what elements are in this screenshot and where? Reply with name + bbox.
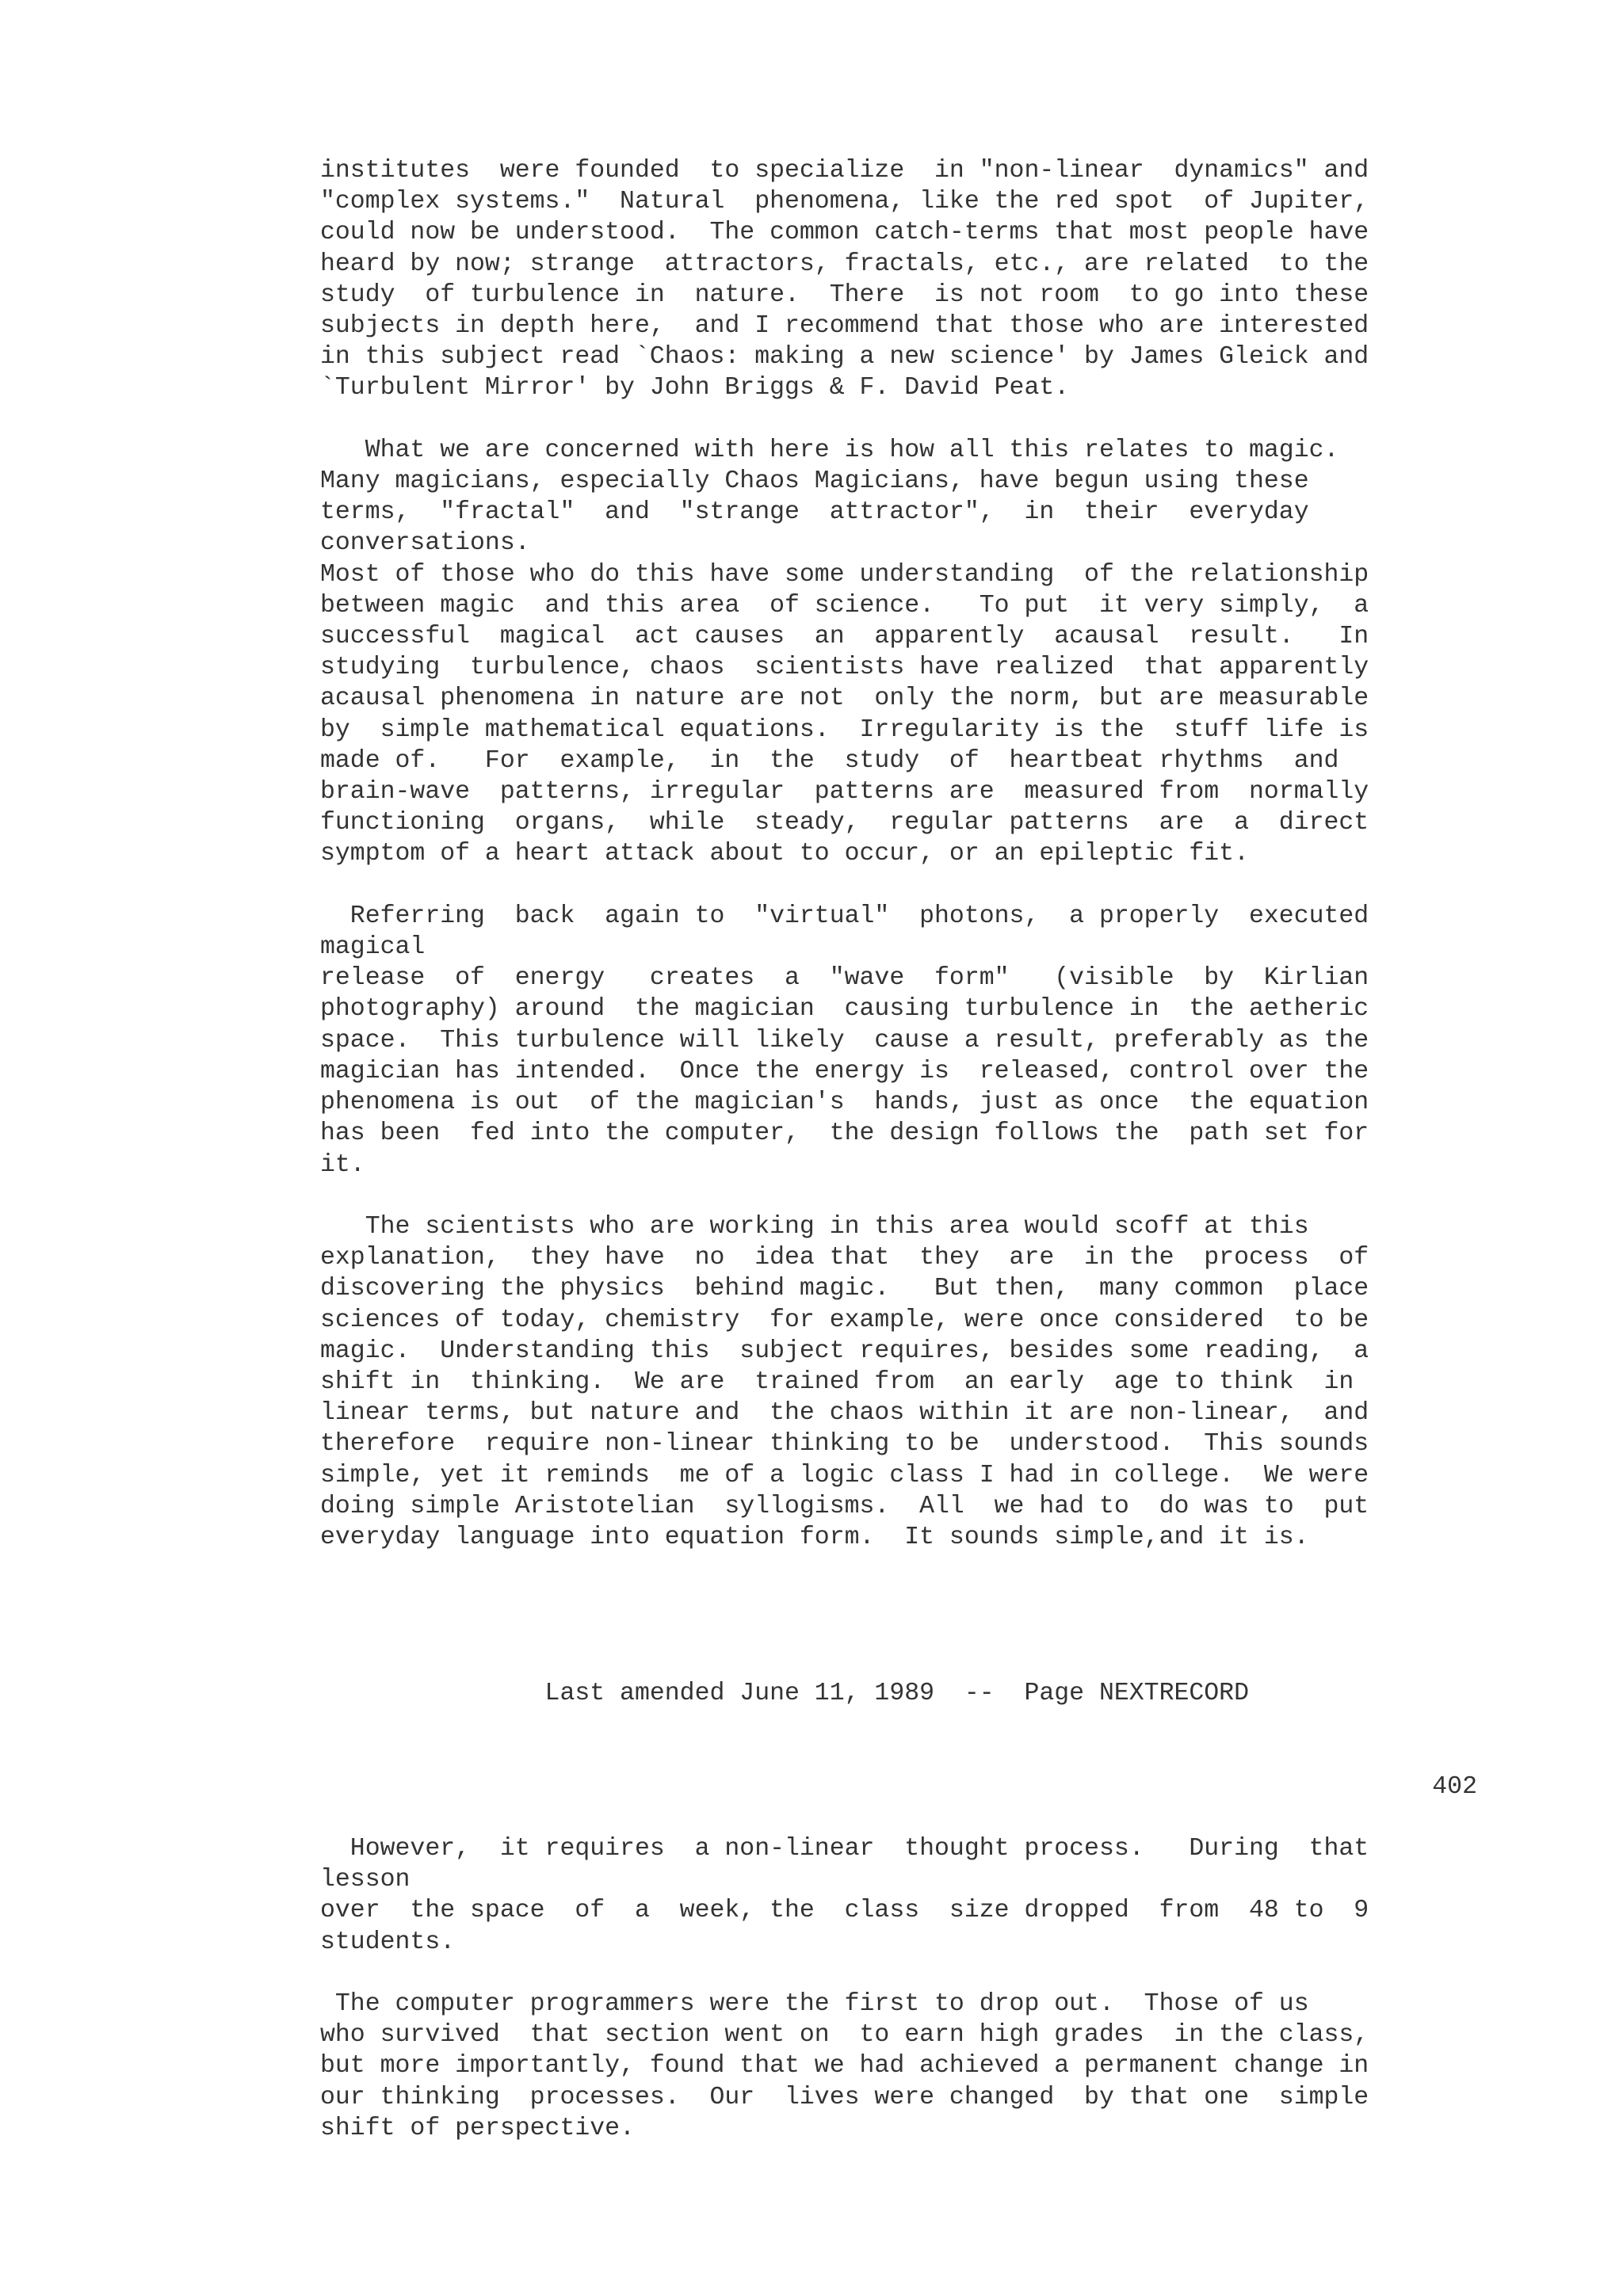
amended-footer: Last amended June 11, 1989 -- Page NEXTRECORD: [320, 1680, 1249, 1707]
page-number: 402: [1432, 1773, 1477, 1801]
body-text-bottom: However, it requires a non-linear thought process. During that lesson over the space of a week, the class size dropped from 48 to 9 students. The computer programmers were the first to drop out. Those of us who survived that section went on to earn high grades in the class, but more importantly, found that we had achieved a permanent change in our thinking processes. Our lives were changed by that one simple shift of perspective.: [320, 1835, 1369, 2142]
body-text-top: institutes were founded to specialize in "non-linear dynamics" and "complex systems." Natural phenomena, like the red spot of Jupiter, could now be understood. The common catch-terms that most people have heard by now; strange attractors, fractals, etc., are related to the study of turbulence in nature. There is not room to go into these subjects in depth here, and I recommend that those who are interested in this subject read `Chaos: making a new science' by James Gleick and `Turbulent Mirror' by John Briggs & F. David Peat. What we are concerned with here is how all this relates to magic. Many magicians, especially Chaos Magicians, have begun using these terms, "fractal" and "strange attractor", in their everyday conversations. Most of those who do this have some understanding of the relationship between magic and this area of science. To put it very simply, a successful magical act causes an apparently acausal result. In studying turbulence, chaos scientists have realized that apparently acausal phenomena in nature are not only the norm, but are measurable by simple mathematical equations. Irregularity is the stuff life is made of. For example, in the study of heartbeat rhythms and brain-wave patterns, irregular patterns are measured from normally functioning organs, while steady, regular patterns are a direct symptom of a heart attack about to occur, or an epileptic fit. Referring back again to "virtual" photons, a properly executed magical release of energy creates a "wave form" (visible by Kirlian photography) around the magician causing turbulence in the aetheric space. This turbulence will likely cause a result, preferably as the magician has intended. Once the energy is released, control over the phenomena is out of the magician's hands, just as once the equation has been fed into the computer, the design follows the path set for it. The scientists who are working in this area would scoff at this explanation, they have no idea that they are in the process of discovering the physics behind magic. But then, many common place sciences of today, chemistry for example, were once considered to be magic. Understanding this subject requires, besides some reading, a shift in thinking. We are trained from an early age to think in linear terms, but nature and the chaos within it are non-linear, and therefore require non-linear thinking to be understood. This sounds simple, yet it reminds me of a logic class I had in college. We were doing simple Aristotelian syllogisms. All we had to do was to put everyday language into equation form. It sounds simple,and it is.: [320, 157, 1369, 1551]
